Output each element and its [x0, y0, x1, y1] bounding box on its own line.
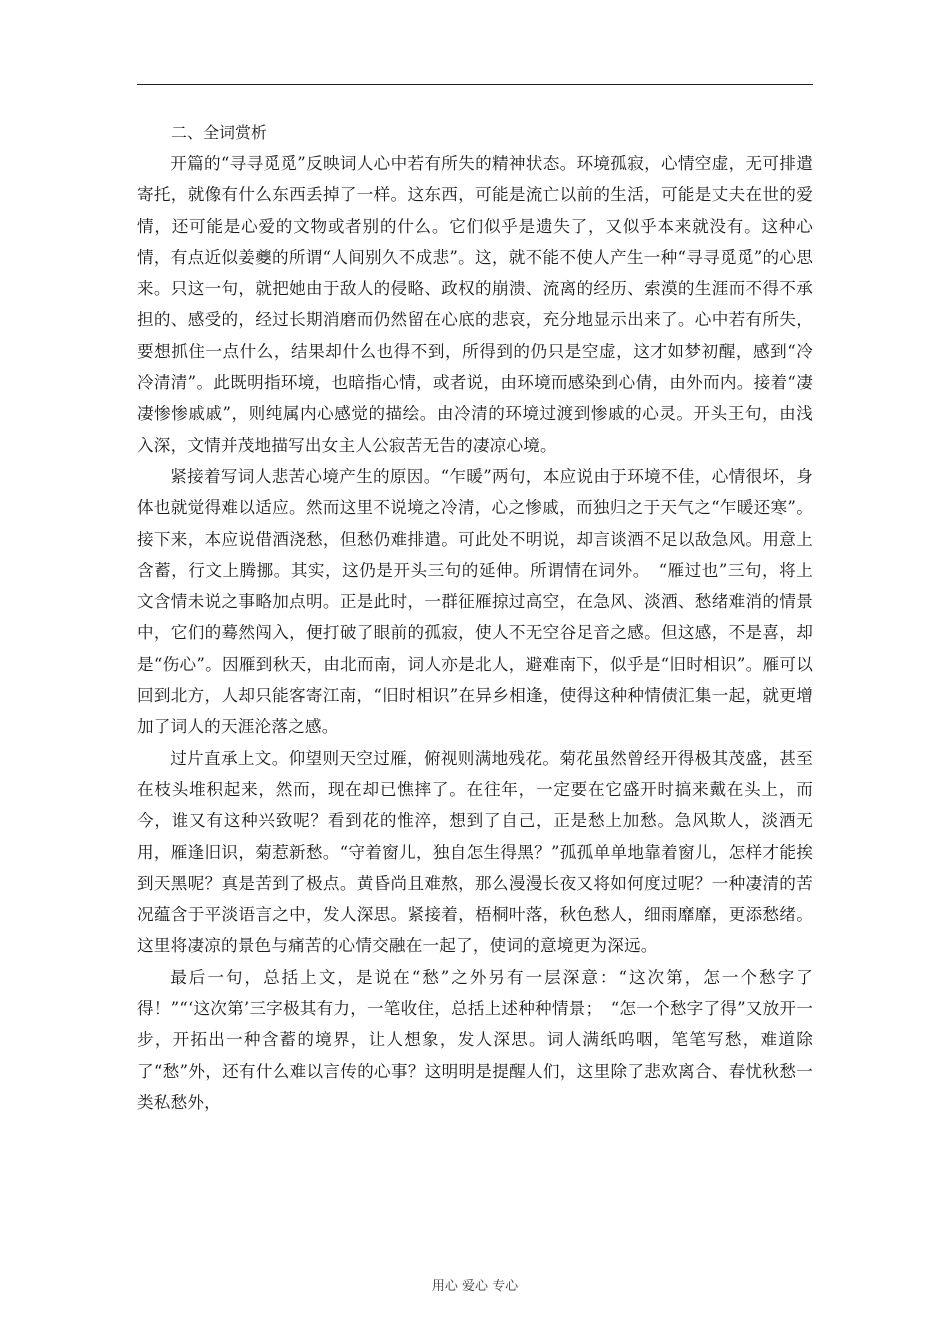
paragraph-2: 紧接着写词人悲苦心境产生的原因。“乍暖”两句，本应说由于环境不佳，心情很坏，身体也就觉得难以适应。然而这里不说境之冷清，心之惨戚，而独归之于天气之“乍暖还寒”。接下来，本应说借酒浇愁，但愁仍难排遣。可此处不明说，却言谈酒不足以敌急风。用意上含蓄，行文上腾挪。其实，这仍是开头三句的延伸。所谓情在词外。 “雁过也”三句，将上文含情未说之事略加点明。正是此时，一群征雁掠过高空，在急风、淡酒、愁绪难消的情景中，它们的蓦然闯入，便打破了眼前的孤寂，使人不无空谷足音之感。但这感，不是喜，却是“伤心”。因雁到秋天，由北而南，词人亦是北人，避难南下，似乎是“旧时相识”。雁可以回到北方，人却只能客寄江南，“旧时相识”在异乡相逢，使得这种种情债汇集一起，就更增加了词人的天涯沦落之感。 — [137, 466, 813, 737]
paragraph-4: 最后一句，总括上文，是说在“愁”之外另有一层深意：“这次第，怎一个愁字了得！”“‘这次第’三字极其有力，一笔收住，总括上述种种情景； “怎一个愁字了得”又放开一步，开拓出一种含蓄的境界，让人想象，发人深思。词人满纸呜咽，笔笔写愁，难道除了“愁”外，还有什么难以言传的心事？这明明是提醒人们，这里除了悲欢离合、春忧秋愁一类私愁外， — [137, 967, 813, 1112]
document-body — [137, 118, 813, 1118]
page-footer: 用心 爱心 专心 — [431, 1279, 519, 1294]
header-rule — [137, 84, 813, 85]
paragraph-3: 过片直承上文。仰望则天空过雁，俯视则满地残花。菊花虽然曾经开得极其茂盛，甚至在枝头堆积起来，然而，现在却已憔摔了。在往年，一定要在它盛开时搞来戴在头上，而今，谁又有这种兴致呢？看到花的惟淬，想到了自己，正是愁上加愁。急风欺人，淡酒无用，雁逢旧识，菊惹新愁。“守着窗儿，独自怎生得黑？”孤孤单单地靠着窗儿，怎样才能挨到天黑呢？真是苦到了极点。黄昏尚且难熬，那么漫漫长夜又将如何度过呢？一种凄清的苦况蕴含于平淡语言之中，发人深思。紧接着，梧桐叶落，秋色愁人，细雨靡靡，更添愁绪。这里将凄凉的景色与痛苦的心情交融在一起了，使词的意境更为深远。 — [137, 748, 813, 956]
section-heading: 二、全词赏析 — [171, 123, 268, 142]
paragraph-1: 开篇的“寻寻觅觅”反映词人心中若有所失的精神状态。环境孤寂，心情空虚，无可排遣寄托，就像有什么东西丢掉了一样。这东西，可能是流亡以前的生活，可能是丈夫在世的爱情，还可能是心爱的文物或者别的什么。它们似乎是遗失了，又似乎本来就没有。这种心情，有点近似姜夔的所谓“人间别久不成悲”。这，就不能不使人产生一种“寻寻觅觅”的心思来。只这一句，就把她由于敌人的侵略、政权的崩溃、流离的经历、索漠的生涯而不得不承担的、感受的，经过长期消磨而仍然留在心底的悲哀，充分地显示出来了。心中若有所失，要想抓住一点什么，结果却什么也得不到，所得到的仍只是空虚，这才如梦初醒，感到“冷冷清清”。此既明指环境，也暗指心情，或者说，由环境而感染到心倩，由外而内。接着“凄凄惨惨戚戚”，则纯属内心感觉的描绘。由冷清的环境过渡到惨戚的心灵。开头王句，由浅入深，文情并茂地描写出女主人公寂苦无告的凄凉心境。 — [137, 154, 813, 455]
